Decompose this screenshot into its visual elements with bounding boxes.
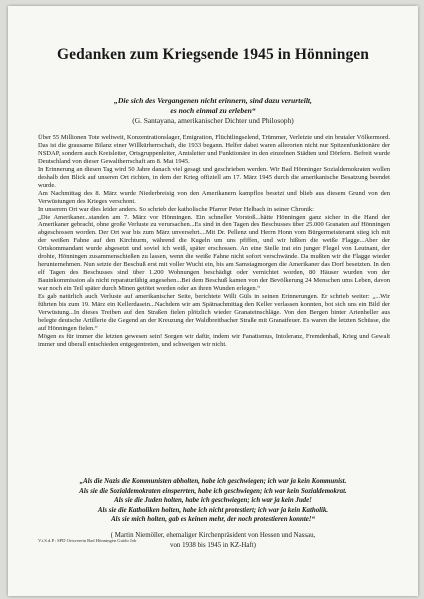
epigraph-attribution: (G. Santayana, amerikanischer Dichter und Philosoph): [132, 116, 294, 125]
body-text: [38, 134, 390, 349]
paragraph: Es gab natürlich auch Verluste auf amerikanischer Seite, berichtete Willi Güls in seinen Erinnerungen. Er schrieb weiter: „...Wir führten bis zum 19. März ein Kellerdasein...Nachdem wir am Spätnachmittag den Keller verlassen konnten, bot sich uns ein Bild der Verwüstung...In dieses Treiben auf den Straßen fielen plötzlich wieder Granateinschläge. Von den Bergen hinter Arienheller aus belegte deutsche Artillerie die Gegend an der Kreuzung der Waldbreitbacher Straße mit Granatfeuer. Es waren die letzten Schüsse, die auf Hönningen fielen.“: [38, 293, 390, 332]
document-page: [8, 6, 418, 596]
poem-line: Als sie die Sozialdemokraten einsperrten, habe ich geschwiegen; ich war kein Sozialdemokrat.: [79, 487, 347, 495]
epigraph-line-2: es noch einmal zu erleben“: [170, 106, 256, 115]
epigraph-quote: [38, 96, 388, 116]
paragraph: In Erinnerung an diesen Tag wird 50 Jahre danach viel gesagt und geschrieben werden. Wir Bad Hönninger Sozialdemokraten wollen deshalb den Blick auf unseren Ort richten, in dem der Krieg offiziell am 17. März 1945 durch die amerikanische Besatzung beendet wurde.: [38, 165, 390, 189]
poem-line: Als sie die Katholiken holten, habe ich nicht protestiert; ich war ja kein Katholik.: [97, 506, 329, 514]
paragraph: In unserem Ort war dies leider anders. So schrieb der katholische Pfarrer Peter Helbach in seiner Chronik:: [38, 205, 314, 213]
imprint-footer: V.i.S.d.P.: SPD Ortsverein Bad Hönningen Guido Job: [38, 538, 137, 543]
epigraph-line-1: „Die sich des Vergangenen nicht erinnern, sind dazu verurteilt,: [114, 96, 312, 105]
poem-attribution-line-2: von 1938 bis 1945 in KZ-Haft): [170, 541, 256, 549]
poem-line: Als sie die Juden holten, habe ich geschwiegen; ich war ja kein Jude!: [114, 497, 312, 505]
paragraph: Am Nachmittag des 8. März wurde Niederbreisig von den Amerikanern kampflos besetzt und blieb aus diesem Grund von den Verwüstungen des Krieges verschont.: [38, 189, 390, 205]
poem-attribution-line-1: ( Martin Niemöller, ehemaliger Kirchenpräsident von Hessen und Nassau,: [110, 532, 316, 539]
poem-line: „Als die Nazis die Kommunisten abholten, habe ich geschwiegen; ich war ja kein Kommunist.: [79, 478, 347, 485]
niemoeller-quote: [32, 477, 394, 525]
poem-line: Als sie mich holten, gab es keinen mehr, der noch protestieren konnte!“: [111, 516, 315, 524]
paragraph: Über 55 Millionen Tote weltweit, Konzentrationslager, Emigration, Flüchtlingselend, Trümmer, Verletzte und ein brutaler Völkermord. Das ist die grausame Bilanz einer Willkürherrschaft, die 1933 begann. Helfer dabei waren allerorten nicht nur Spitzenfunktionäre der NSDAP, sondern auch Kreisleiter, Ortsgruppenleiter, Amtsleiter und Funktionäre in den einzelnen Städten und Dörfern. Befreit wurde Deutschland von dieser Gewaltherrschaft am 8. Mai 1945.: [38, 134, 390, 165]
page-title: Gedanken zum Kriegsende 1945 in Hönningen: [57, 46, 369, 63]
paragraph: Mögen es für immer die letzten gewesen sein! Sorgen wir dafür, indem wir Fanatismus, Intoleranz, Fremdenhaß, Krieg und Gewalt immer und überall entschieden entgegentreten, und schweigen wir nicht.: [38, 332, 390, 348]
paragraph: „Die Amerikaner...standen am 7. März vor Hönningen. Ein schneller Vorstoß...hätte Hönningen ganz sicher in die Hand der Amerikaner gebracht, ohne große Verluste zu verursachen...Es sind in den Tagen des Beschusses über 25.000 Granaten auf Hönningen abgeschossen worden. Der Ort war bis zum März unversehrt....Mit Dr. Pellenz und Herrn Honn vom Bürgermeisteramt stieg ich mit der weißen Fahne auf den Kirchturm, während die Kugeln um uns pfiffen, und wir hißten die weiße Flagge...Aber der Ortskommandant wurde abgesetzt und soviel ich weiß, später erschossen. An eine Stelle trat ein junger Flegel von Leutnant, der drohte, Hönningen zusammenschießen zu lassen, wenn die weiße Fahne nicht sofort verschwände. Da mußten wir die Flagge wieder herunternehmen. Nun setzte der Beschuß erst mit voller Wucht ein, bis am Samstagmorgen die Amerikaner das Dorf besetzten. In den elf Tagen des Beschusses sind über 1.200 Wohnungen beschädigt oder vernichtet worden, 80 Häuser wurden von der Bauinkommission als nicht reparaturfähig angesehen...Bei dem Beschuß kamen von der Bevölkerung 24 Menschen ums Leben, davon war noch ein Teil später durch Minen getötet worden oder an ihren Wunden erlegen.“: [38, 213, 390, 293]
